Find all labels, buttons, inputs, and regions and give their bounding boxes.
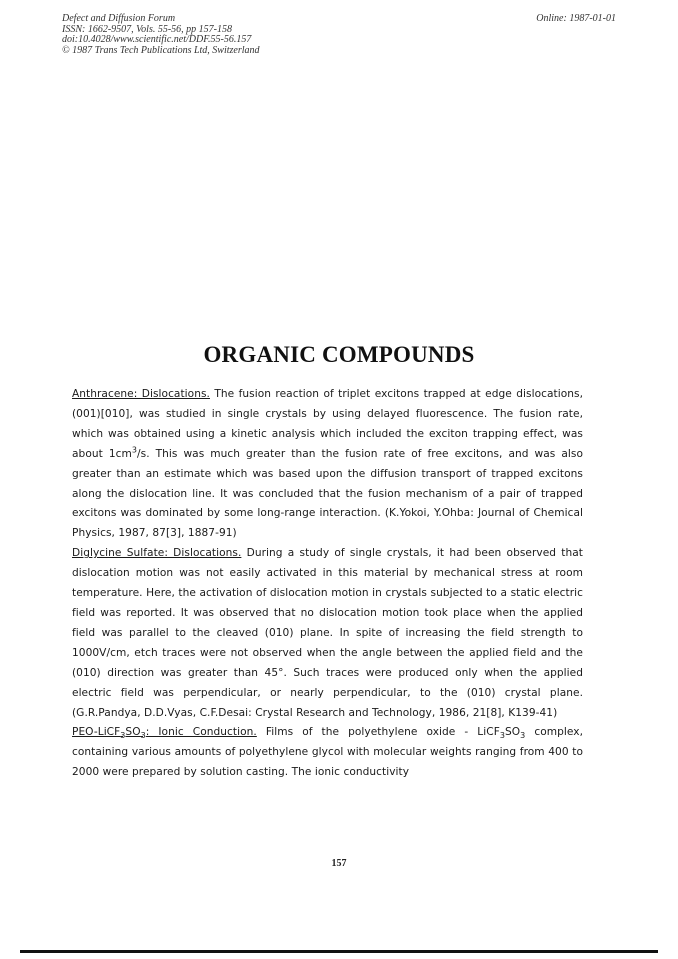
entry-text: During a study of single crystals, it had been observed that dislocation motion was not easily activated in this material by mechanical stress at room temperature. Here, the activation of dislocation motion in crystals subjected to a static electric field was reported. It was observed that no dislocation motion took place when the applied field was parallel to the cleaved (010) plane. In spite of increasing the field strength to 1000V/cm, etch traces were not observed when the angle between the applied field and the (010) direction was greater than 45°. Such traces were produced only when the applied electric field was perpendicular, or nearly perpendicular, to the (010) crystal plane. (G.R.Pandya, D.D.Vyas, C.F.Desai: Crystal Research and Technology, 1986, 21[8], K139-41): [72, 547, 583, 719]
entry-heading: Anthracene: Dislocations.: [72, 388, 210, 400]
entry-text: The fusion reaction of triplet excitons trapped at edge dislocations, (001)[010], was studied in single crystals by using delayed fluorescence. The fusion rate, which was obtained using a kinetic analysis which included the exciton trapping effect, was about 1cm: [72, 388, 584, 460]
superscript: 3: [131, 445, 137, 455]
heading-part: PEO-LiCF: [72, 726, 121, 739]
issn-line: ISSN: 1662-9507, Vols. 55-56, pp 157-158: [62, 23, 232, 35]
heading-part: SO: [125, 726, 141, 739]
subscript: 3: [140, 731, 146, 741]
entry-heading: [72, 726, 257, 741]
article-body: [72, 385, 583, 783]
footer-rule: [20, 950, 658, 953]
subscript: 3: [499, 731, 505, 741]
entry-text: Films of the polyethylene oxide - LiCF: [265, 726, 500, 739]
subscript: 3: [520, 731, 526, 741]
entry-text: complex, containing various amounts of polyethylene glycol with molecular weights ranging from 400 to 2000 were prepared by solution casting. The ionic conductivity: [72, 726, 584, 779]
doi-line: doi:10.4028/www.scientific.net/DDF.55-56.157: [62, 34, 252, 45]
entry-heading: Diglycine Sulfate: Dislocations.: [72, 547, 242, 560]
entry-diglycine: [72, 544, 583, 723]
copyright-line: © 1987 Trans Tech Publications Ltd, Switzerland: [62, 44, 260, 56]
entry-anthracene: [72, 385, 583, 544]
journal-header: [62, 14, 260, 56]
section-title: ORGANIC COMPOUNDS: [203, 342, 475, 367]
online-date: Online: 1987-01-01: [536, 13, 616, 24]
entry-peo: [72, 723, 583, 783]
heading-part: : Ionic Conduction.: [145, 726, 257, 739]
entry-text: /s. This was much greater than the fusion rate of free excitons, and was also greater than an estimate which was based upon the diffusion transport of trapped excitons along the dislocation line. It was concluded that the fusion mechanism of a pair of trapped excitons was dominated by some long-range interaction. (K.Yokoi, Y.Ohba: Journal of Chemical Physics, 1987, 87[3], 1887-91): [72, 447, 583, 540]
journal-name: Defect and Diffusion Forum: [62, 13, 176, 24]
subscript: 3: [120, 731, 126, 741]
page-number: 157: [331, 858, 347, 869]
entry-text: SO: [504, 726, 521, 739]
